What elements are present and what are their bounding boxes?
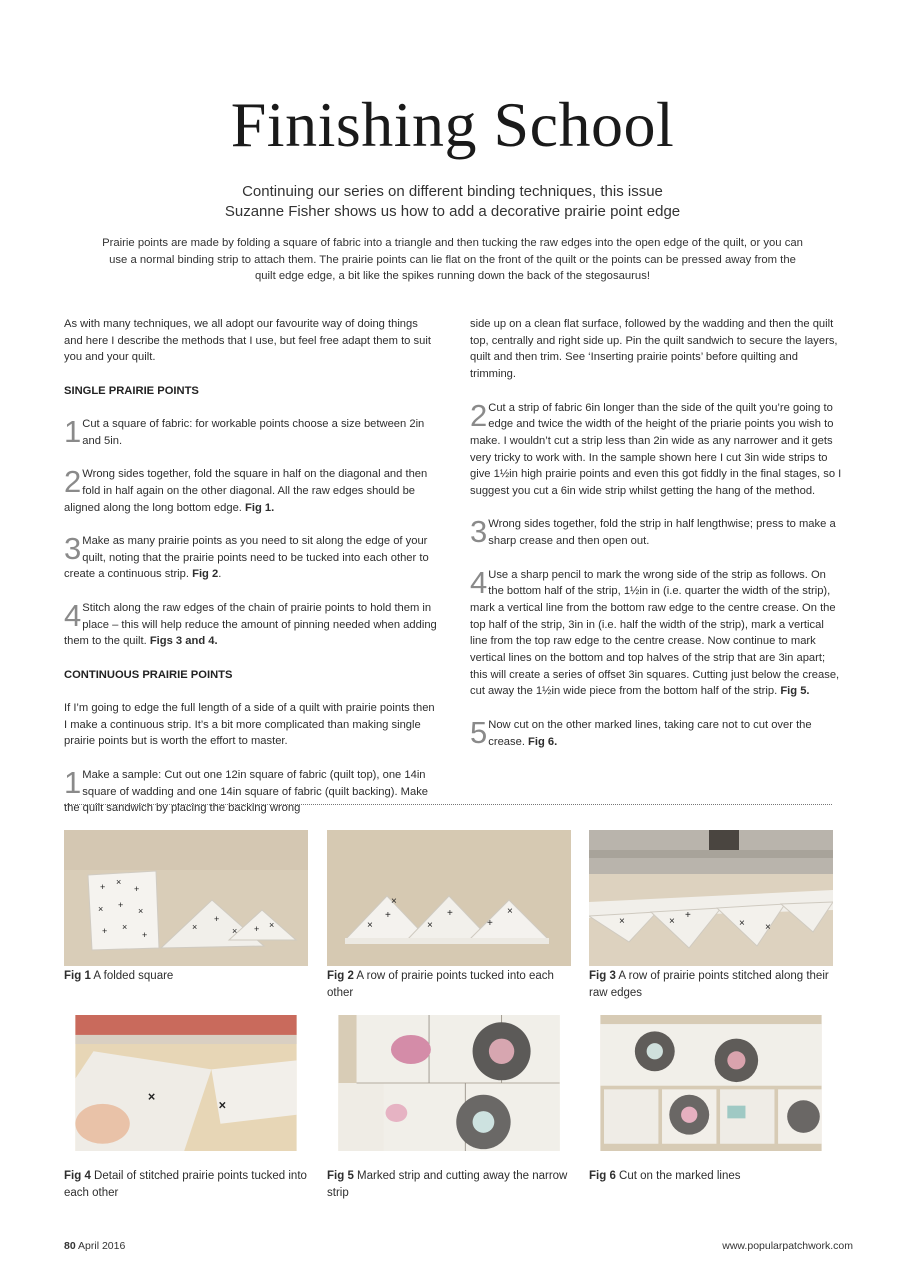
- continuation-paragraph: side up on a clean flat surface, followed by the wadding and then the quilt top, centrally and right side up. Pin the quilt sandwich to secure the layers, quilt and then trim. See ‘Inserting prairie points’ before quilting and trimming.: [470, 318, 838, 381]
- page-title: Finishing School: [230, 89, 675, 160]
- step-text: Make a sample: Cut out one 12in square of fabric (quilt top), one 14in square of wadding and one 14in square of fabric (quilt backing). Make the quilt sandwich by placing the backing wrong: [64, 768, 429, 815]
- svg-text:+: +: [254, 924, 260, 934]
- svg-text:+: +: [447, 908, 453, 919]
- svg-text:+: +: [142, 930, 148, 940]
- svg-text:×: ×: [122, 922, 128, 932]
- fig-label: Fig 6: [589, 1170, 616, 1182]
- fig-3-photo: [589, 830, 833, 966]
- step-number: 3: [64, 531, 82, 567]
- figure-reference: Fig 2: [192, 568, 219, 581]
- fig-1-photo: [64, 830, 308, 966]
- step-text: Wrong sides together, fold the square in half on the diagonal and then fold in half again on the other diagonal. All the raw edges should be aligned along the long bottom edge.: [64, 468, 428, 514]
- step-text: Cut a strip of fabric 6in longer than the side of the quilt you’re going to edge and twice the width of the height of the priarie points you wish to make. I wouldn’t cut a strip less than 2in wide as any narrower and it gets very tricky to work with. In the sample shown here I cut 3in wide strips to give 1½in high prairie points and even this got fiddly in the final stages, so I suggest you cut a 6in wide strip whilst getting the hang of the method.: [470, 401, 842, 498]
- step-number: 1: [64, 764, 82, 800]
- svg-text:×: ×: [269, 920, 275, 930]
- fig-caption-text: Marked strip and cutting away the narrow strip: [327, 1170, 568, 1199]
- svg-text:×: ×: [98, 904, 104, 914]
- svg-text:×: ×: [218, 1098, 227, 1113]
- fig-caption-text: Detail of stitched prairie points tucked into each other: [64, 1170, 307, 1199]
- left-column: [64, 316, 438, 834]
- fig-caption-text: A folded square: [93, 970, 174, 982]
- fig-6-photo: [589, 1015, 833, 1151]
- svg-text:×: ×: [619, 916, 625, 927]
- issue-date: April 2016: [78, 1240, 126, 1252]
- fig-label: Fig 4: [64, 1170, 91, 1182]
- right-column: [470, 316, 844, 767]
- svg-text:×: ×: [367, 920, 373, 931]
- single-step-3: [64, 533, 438, 583]
- step-text-end: .: [218, 568, 222, 581]
- fig-6-caption: [589, 1168, 833, 1185]
- continuous-step-2: [470, 397, 844, 500]
- fig-2-caption: [327, 968, 571, 1001]
- single-step-2: [64, 466, 438, 516]
- svg-text:×: ×: [669, 916, 675, 927]
- svg-text:+: +: [685, 910, 691, 921]
- step-number: 5: [470, 714, 488, 750]
- fig-2-photo: [327, 830, 571, 966]
- svg-text:+: +: [134, 884, 140, 894]
- figure-reference: Fig 5.: [780, 685, 810, 698]
- fig-label: Fig 2: [327, 970, 354, 982]
- fig-5-caption: [327, 1168, 571, 1201]
- svg-text:+: +: [385, 910, 391, 921]
- svg-text:+: +: [214, 914, 220, 924]
- svg-text:×: ×: [739, 918, 745, 929]
- svg-text:+: +: [102, 926, 108, 936]
- fig-4-caption: [64, 1168, 308, 1201]
- fig-caption-text: A row of prairie points tucked into each other: [327, 970, 554, 999]
- svg-text:×: ×: [138, 906, 144, 916]
- step-text: Make as many prairie points as you need to sit along the edge of your quilt, noting that the prairie points need to be tucked into each other to create a continuous strip.: [64, 535, 429, 581]
- figure-reference: Figs 3 and 4.: [149, 635, 218, 648]
- fig-label: Fig 5: [327, 1170, 354, 1182]
- continuous-intro: If I’m going to edge the full length of a side of a quilt with prairie points then I make a continuous strip. It’s a bit more complicated than making single prairie points but is worth the effort to master.: [64, 702, 435, 748]
- svg-text:×: ×: [507, 906, 513, 917]
- step-number: 4: [64, 597, 82, 633]
- single-step-1: [64, 416, 438, 449]
- figure-reference: Fig 6.: [528, 735, 558, 748]
- svg-text:×: ×: [232, 926, 238, 936]
- step-number: 4: [470, 564, 488, 600]
- footer-page-info: [64, 1240, 125, 1252]
- svg-text:+: +: [100, 882, 106, 892]
- svg-text:+: +: [487, 918, 493, 929]
- single-prairie-heading: SINGLE PRAIRIE POINTS: [64, 384, 199, 397]
- footer-website: www.popularpatchwork.com: [722, 1240, 853, 1252]
- continuous-prairie-heading: CONTINUOUS PRAIRIE POINTS: [64, 668, 233, 681]
- step-number: 2: [470, 397, 488, 433]
- page-number: 80: [64, 1240, 76, 1252]
- svg-text:×: ×: [765, 922, 771, 933]
- continuous-step-1: [64, 764, 438, 817]
- subtitle-line-1: Continuing our series on different binding techniques, this issue: [242, 183, 663, 200]
- opening-paragraph: As with many techniques, we all adopt our favourite way of doing things and here I describe the methods that I use, but feel free adapt them to suit you and your quilt.: [64, 318, 431, 364]
- step-number: 1: [64, 414, 82, 450]
- step-text: Use a sharp pencil to mark the wrong side of the strip as follows. On the bottom half of the strip, 1½in in (i.e. quarter the width of the strip), mark a vertical line from the bottom raw edge to the centre crease. On the top half of the strip, 3in in (i.e. half the width of the strip), mark a vertical line from the top raw edge to the centre crease. Now continue to mark vertical lines on the bottom and top halves of the strip that are 3in apart; this will create a series of offset 3in squares. Cutting just below the crease, cut away the 1½in wide piece from the bottom half of the strip.: [470, 568, 840, 698]
- step-number: 3: [470, 514, 488, 550]
- fig-3-caption: [589, 968, 833, 1001]
- dotted-divider: [64, 804, 832, 805]
- svg-text:×: ×: [427, 920, 433, 931]
- step-text: Stitch along the raw edges of the chain of prairie points to hold them in place – this will help reduce the amount of pinning needed when adding them to the quilt.: [64, 601, 437, 648]
- single-step-4: [64, 597, 438, 650]
- svg-text:×: ×: [391, 896, 397, 907]
- continuous-step-5: [470, 714, 844, 750]
- continuous-step-4: [470, 564, 844, 701]
- step-text: Now cut on the other marked lines, taking care not to cut over the crease.: [488, 718, 812, 748]
- intro-paragraph: Prairie points are made by folding a square of fabric into a triangle and then tucking the raw edges into the open edge of the quilt, or you can use a normal binding strip to attach them. The prairie points can lie flat on the front of the quilt or the points can be pressed away from the quilt edge edge, a bit like the spikes running down the back of the stegosaurus!: [102, 237, 803, 282]
- fig-caption-text: A row of prairie points stitched along their raw edges: [589, 970, 829, 999]
- step-number: 2: [64, 464, 82, 500]
- step-text: Cut a square of fabric: for workable points choose a size between 2in and 5in.: [82, 418, 425, 447]
- step-text: Wrong sides together, fold the strip in half lengthwise; press to make a sharp crease and then open out.: [488, 518, 836, 548]
- svg-text:×: ×: [192, 922, 198, 932]
- continuous-step-3: [470, 516, 844, 549]
- fig-label: Fig 1: [64, 970, 91, 982]
- svg-text:+: +: [118, 900, 124, 910]
- subtitle-line-2: Suzanne Fisher shows us how to add a decorative prairie point edge: [224, 203, 681, 220]
- fig-4-photo: [64, 1015, 308, 1151]
- svg-text:×: ×: [116, 877, 122, 887]
- fig-5-photo: [327, 1015, 571, 1151]
- fig-1-caption: [64, 968, 308, 985]
- figure-reference: Fig 1.: [245, 501, 275, 514]
- fig-caption-text: Cut on the marked lines: [619, 1170, 741, 1182]
- fig-label: Fig 3: [589, 970, 616, 982]
- svg-text:×: ×: [147, 1090, 156, 1105]
- subtitle: [120, 182, 785, 222]
